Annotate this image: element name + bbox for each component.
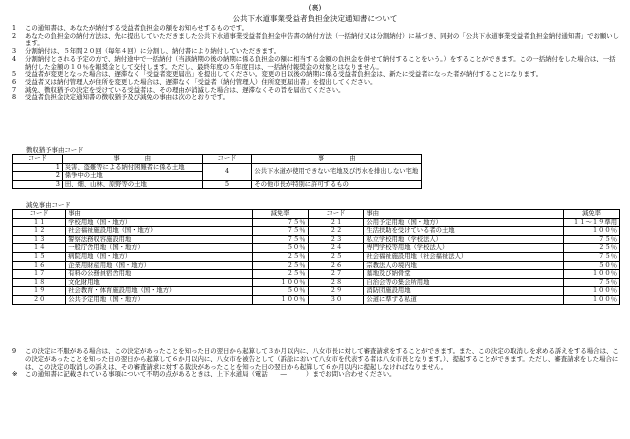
reason-cell: 一般庁舎用地（国・地方）	[66, 244, 252, 253]
table-row: 3 田、畑、山林、原野等の土地 5 その他市長が特別に許可するもの	[13, 180, 422, 189]
code-cell: ２９	[308, 287, 364, 296]
table-row	[13, 287, 620, 296]
rate-cell: ７５％	[252, 218, 308, 227]
rate-cell: １００％	[564, 295, 620, 304]
document-marker: (裏)	[308, 4, 322, 12]
code-cell: １３	[13, 235, 66, 244]
table-row	[13, 252, 620, 261]
reason-cell: 企業用財産用地（国・地方）	[66, 261, 252, 270]
code-cell: ２７	[308, 270, 364, 279]
reason-cell: 公道に準ずる私道	[364, 295, 564, 304]
note-item: 8 受益者負担金決定通知書の徴収猶予及び減免の事由は次のとおりです。	[12, 93, 229, 102]
reason-cell: 警察法務収容施設用地	[66, 235, 252, 244]
note-item: 6 受益者又は納付管理人が住所を変更した場合は、遅滞なく「受益者（納付管理人）住所変更届出書」を提出してください。	[12, 77, 377, 86]
col-header: コード	[308, 210, 364, 219]
rate-cell: ７５％	[564, 278, 620, 287]
rate-cell: １００％	[564, 287, 620, 296]
reason-cell: 文化財用地	[66, 278, 252, 287]
deferral-reason-table	[12, 154, 422, 189]
note-item: 2 あなたの負担金の納付方法は、先に提出していただきました公共下水道事業受益者負担金申告書の納付方法（一括納付又は分割納付）に基づき、同封の「公共下水道事業受益者負担金納付通知書」でお願いします。	[12, 31, 620, 48]
table2-caption: 減免事由コード	[26, 201, 71, 209]
table1-caption: 徴収猶予事由コード	[26, 146, 84, 154]
note-item: 7 減免、徴収猶予の決定を受けている受益者は、その理由が消滅した場合は、遅滞なくその旨を届出てください。	[12, 85, 345, 94]
code-cell: １５	[13, 252, 66, 261]
rate-cell: ５０％	[252, 244, 308, 253]
table-row	[13, 278, 620, 287]
rate-cell: ２５％	[564, 244, 620, 253]
code-cell: ２１	[308, 218, 364, 227]
reason-cell: 公共予定用地（国・地方）	[66, 295, 252, 304]
rate-cell: ２５％	[252, 270, 308, 279]
code-cell: １１	[13, 218, 66, 227]
code-cell: １７	[13, 270, 66, 279]
code-cell: ３０	[308, 295, 364, 304]
rate-cell: ７５％	[564, 235, 620, 244]
reason-cell: 自治会等の集会所用地	[364, 278, 564, 287]
table-row	[13, 227, 620, 236]
code-cell: １４	[13, 244, 66, 253]
rate-cell: １００％	[564, 227, 620, 236]
table-row	[13, 270, 620, 279]
col-header: 減免率	[252, 210, 308, 219]
table-row	[13, 261, 620, 270]
reason-cell: 学校用地（国・地方）	[66, 218, 252, 227]
col-header: コード	[13, 155, 63, 164]
col-header: コード	[202, 155, 252, 164]
reason-cell: 病院用地（国・地方）	[66, 252, 252, 261]
rate-cell: ５０％	[252, 287, 308, 296]
table-row: 2 係争中の土地	[13, 172, 422, 181]
reason-cell: 専門学校等用地（学校法人）	[364, 244, 564, 253]
reason-cell: 社会福祉施設用地（国・地方）	[66, 227, 252, 236]
col-header: コード	[13, 210, 66, 219]
reason-cell: 私立学校用地（学校法人）	[364, 235, 564, 244]
reason-cell: 宗教法人の境内地	[364, 261, 564, 270]
code-cell: ２２	[308, 227, 364, 236]
code-cell: ２８	[308, 278, 364, 287]
code-cell: １８	[13, 278, 66, 287]
note-item: 4 分割納付とされる予定の方で、納付途中で一括納付（当該納期の後の納期に係る負担金の額に相当する金額の負担金を併せて納付することをいう。）をすることができます。この一括納付をした場合は、一括納付した金額の１０％を報奨金として交付します。ただし、最終年度の５年度目は、一括納付報奨金の対象とはなりません。	[12, 54, 616, 71]
note-item: 1 この通知書は、あなたが納付する受益者負担金の額をお知らせするものです。	[12, 24, 248, 32]
rate-cell: １００％	[252, 295, 308, 304]
reason-cell: 公用予定用地（国・地方）	[364, 218, 564, 227]
document-title: 公共下水道事業受益者負担金決定通知書について	[232, 14, 398, 23]
rate-cell: ５０％	[564, 261, 620, 270]
table-row	[13, 235, 620, 244]
reason-cell: 社会教育・体育施設用地（国・地方）	[66, 287, 252, 296]
col-header: 事 由	[252, 155, 422, 164]
note-item: 3 分割納付は、５年間２０回（毎年４回）に分割し、納付書により納付していただきます。	[12, 47, 281, 56]
col-header: 事由	[66, 210, 252, 219]
rate-cell: ７５％	[564, 252, 620, 261]
rate-cell: １００％	[252, 278, 308, 287]
reason-cell: 生活扶助を受けている者の土地	[364, 227, 564, 236]
note-item: ※ この通知書に記載されている事項について不明の点があるときは、上下水道局（電話 ― ）までお問い合わせください。	[12, 370, 396, 379]
code-cell: １２	[13, 227, 66, 236]
rate-cell: １００％	[564, 270, 620, 279]
col-header: 減免率	[564, 210, 620, 219]
exemption-reason-table	[12, 209, 620, 305]
code-cell: １６	[13, 261, 66, 270]
col-header: 事由	[364, 210, 564, 219]
code-cell: １９	[13, 287, 66, 296]
reason-cell: 有料の公務員宿舎用地	[66, 270, 252, 279]
rate-cell: ２５％	[252, 252, 308, 261]
table-row	[13, 244, 620, 253]
table-row	[13, 295, 620, 304]
rate-cell: ７５％	[252, 235, 308, 244]
code-cell: ２３	[308, 235, 364, 244]
rate-cell: １１～１９準用	[564, 218, 620, 227]
rate-cell: ２５％	[252, 261, 308, 270]
rate-cell: ７５％	[252, 227, 308, 236]
code-cell: ２５	[308, 252, 364, 261]
code-cell: ２６	[308, 261, 364, 270]
table-row: 1 災害、盗難等による納付困難者に係る土地 4 公共下水道が使用できない宅地及び汚水を排出しない宅地	[13, 163, 422, 172]
code-cell: ２０	[13, 295, 66, 304]
footer-notes	[12, 348, 620, 379]
note-item: 5 受益者が変更となった場合は、遅滞なく「受益者変更届出」を提出してください。変更の日以後の納期に係る受益者負担金は、新たに受益者になった者が納付することになります。	[12, 70, 543, 79]
table-row	[13, 218, 620, 227]
reason-cell: 社会福祉施設用地（社会福祉法人）	[364, 252, 564, 261]
reason-cell: 墓地及び納骨堂	[364, 270, 564, 279]
code-cell: ２４	[308, 244, 364, 253]
reason-cell: 消防団施設用地	[364, 287, 564, 296]
notes-list	[12, 25, 620, 102]
note-item: 9 この決定に不服がある場合は、この決定があったことを知った日の翌日から起算して３か月以内に、八女市長に対して審査請求をすることができます。また、この決定の取消しを求める訴えをする場合は、この決定があったことを知った日の翌日から起算して６か月以内に、八女市を被告として（訴訟において八女市を代表する者は八女市長となります。）、提起することができます。ただし、審査請求をした場合には、この決定の取消しの訴えは、その審査請求に対する裁決があったことを知った日の翌日から起算して６か月以内に提起しなければなりません。	[12, 347, 619, 371]
col-header: 事 由	[62, 155, 202, 164]
